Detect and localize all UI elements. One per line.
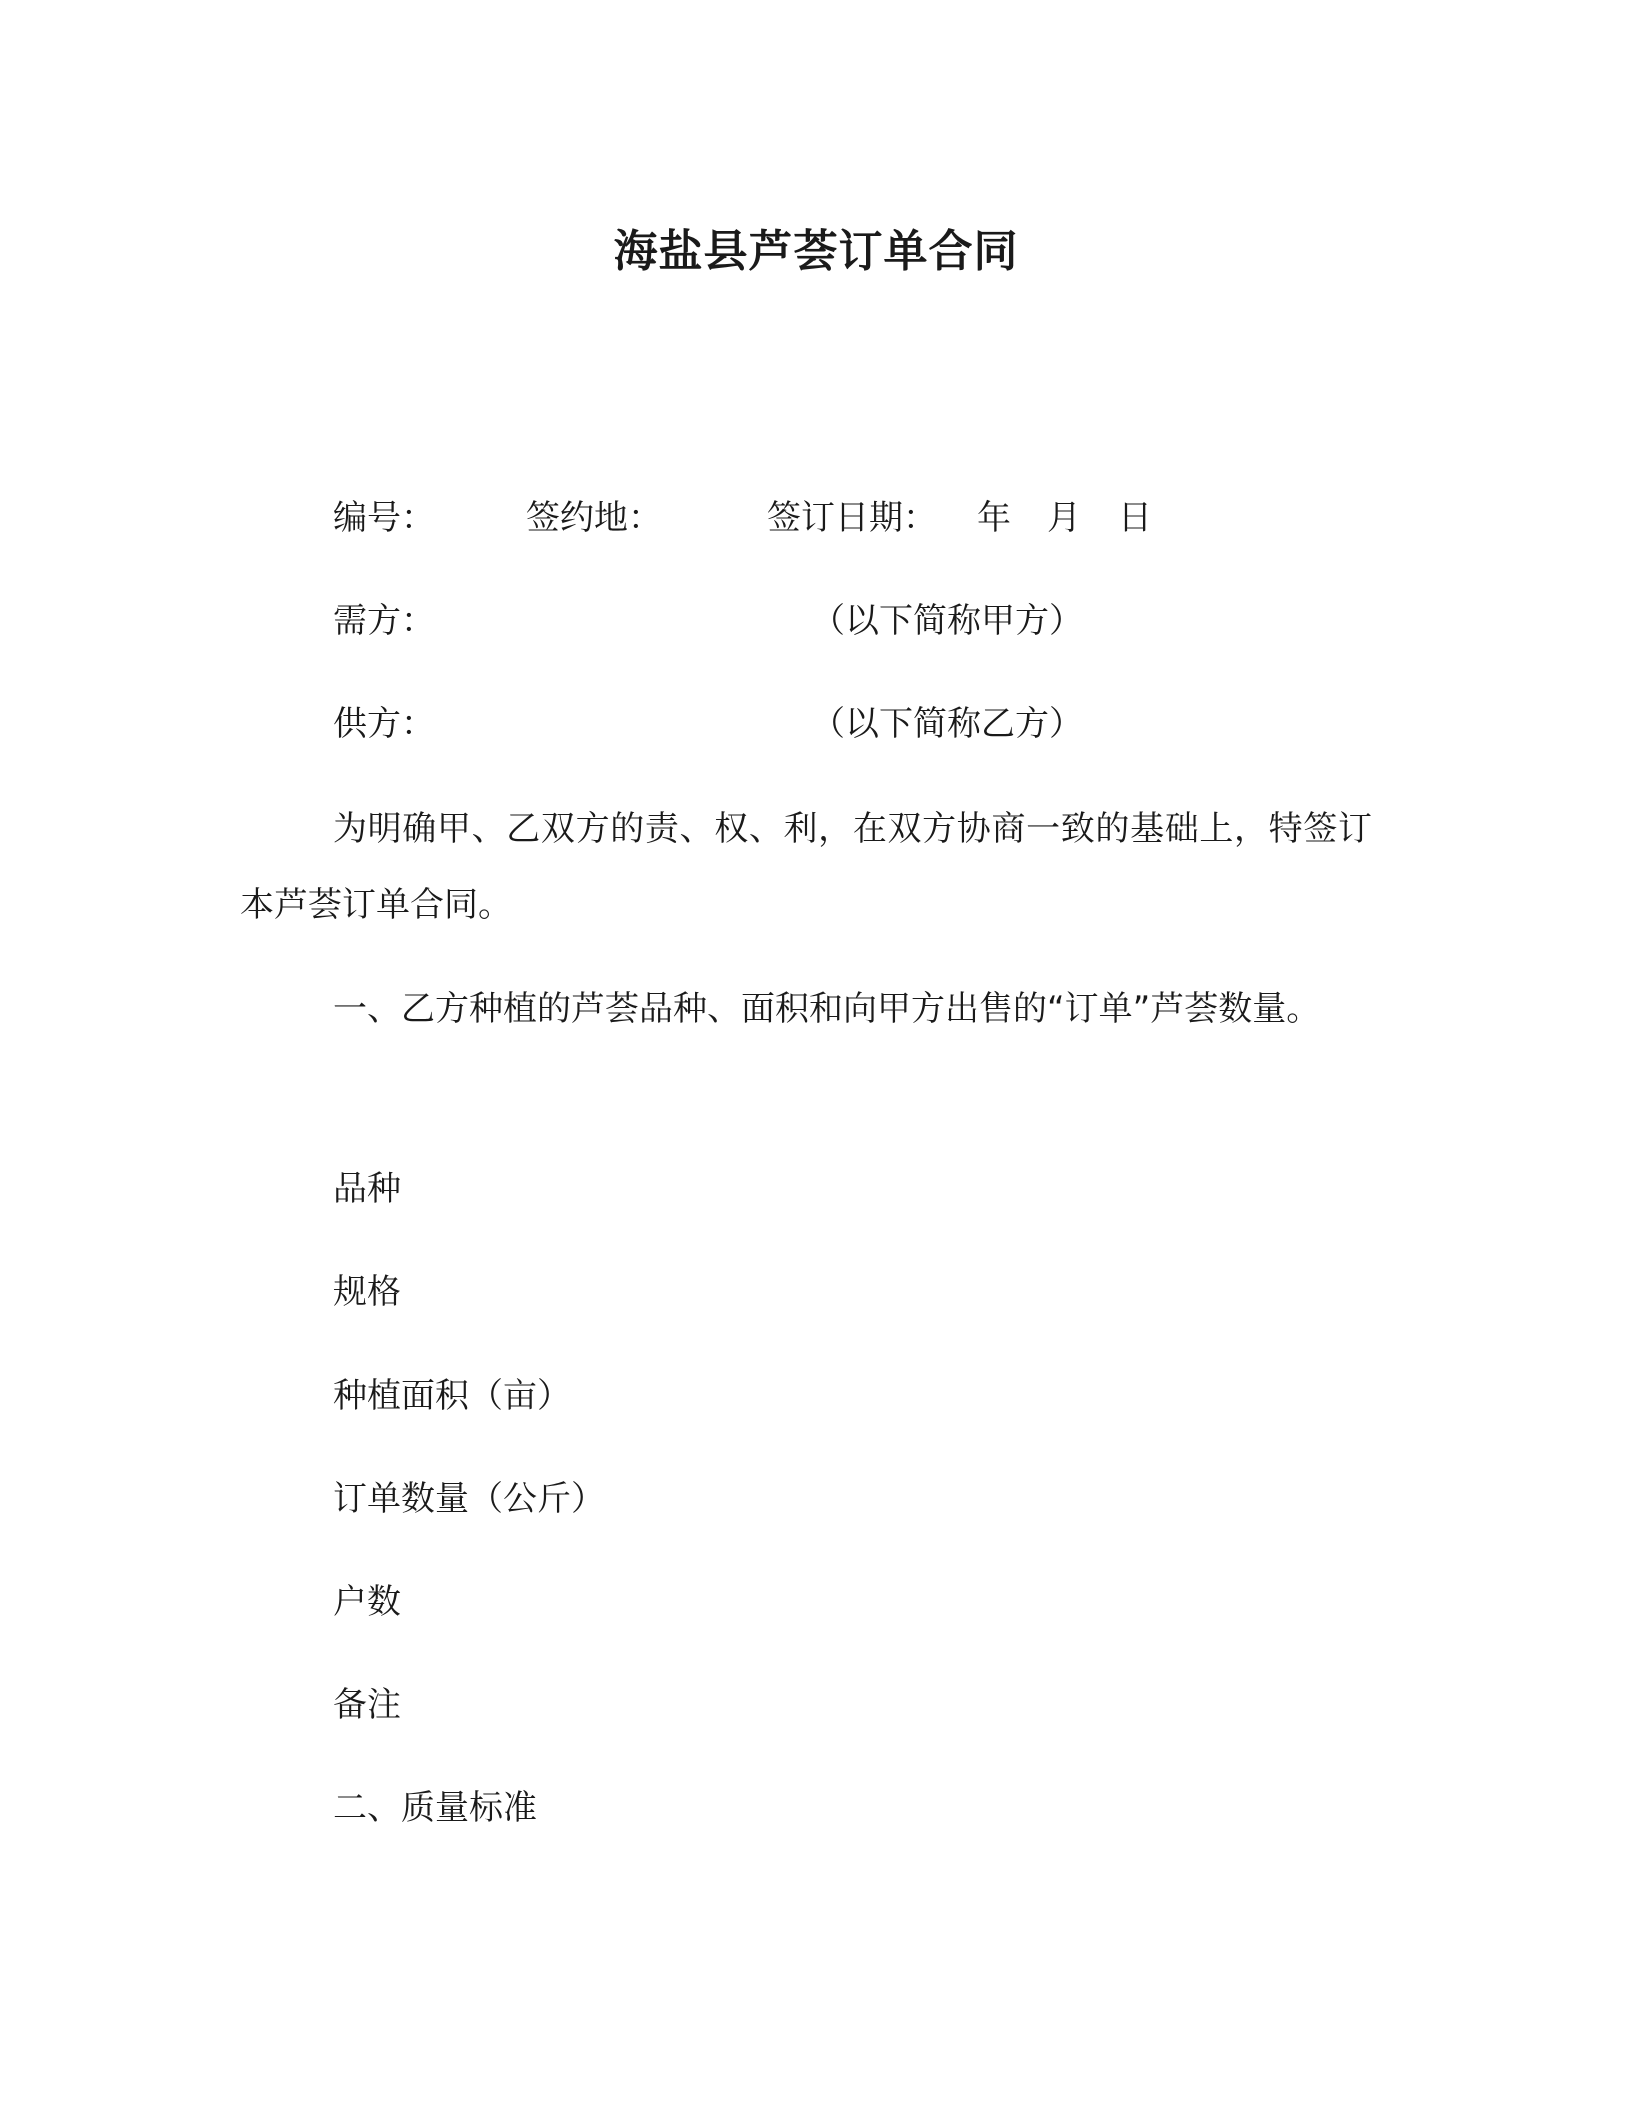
buyer-line: [333, 597, 1233, 645]
signing-date-label: 签订日期：: [767, 498, 937, 538]
buyer-abbreviation-note: （以下简称甲方）: [811, 601, 1083, 641]
item-remarks: 备注: [333, 1685, 401, 1725]
seller-line: [333, 700, 1233, 748]
date-day-label: 日: [1118, 498, 1152, 538]
buyer-label: 需方：: [333, 601, 435, 641]
item-household-count: 户数: [333, 1582, 401, 1622]
seller-label: 供方：: [333, 704, 435, 744]
item-variety: 品种: [333, 1169, 401, 1209]
document-title: 海盐县芦荟订单合同: [613, 226, 1019, 277]
date-month-label: 月: [1047, 498, 1081, 538]
section-1-heading: 一、乙方种植的芦荟品种、面积和向甲方出售的“订单”芦荟数量。: [333, 989, 1321, 1029]
signing-place-label: 签约地：: [526, 498, 662, 538]
item-planting-area: 种植面积（亩）: [333, 1376, 571, 1416]
item-specification: 规格: [333, 1272, 401, 1312]
contract-header-line: [333, 494, 1233, 542]
item-order-quantity: 订单数量（公斤）: [333, 1479, 605, 1519]
seller-abbreviation-note: （以下简称乙方）: [811, 704, 1083, 744]
date-year-label: 年: [977, 498, 1011, 538]
preamble-paragraph: 为明确甲、乙双方的责、权、利，在双方协商一致的基础上，特签订本芦荟订单合同。: [240, 809, 1372, 925]
section-2-heading: 二、质量标准: [333, 1788, 537, 1828]
number-label: 编号：: [333, 498, 435, 538]
